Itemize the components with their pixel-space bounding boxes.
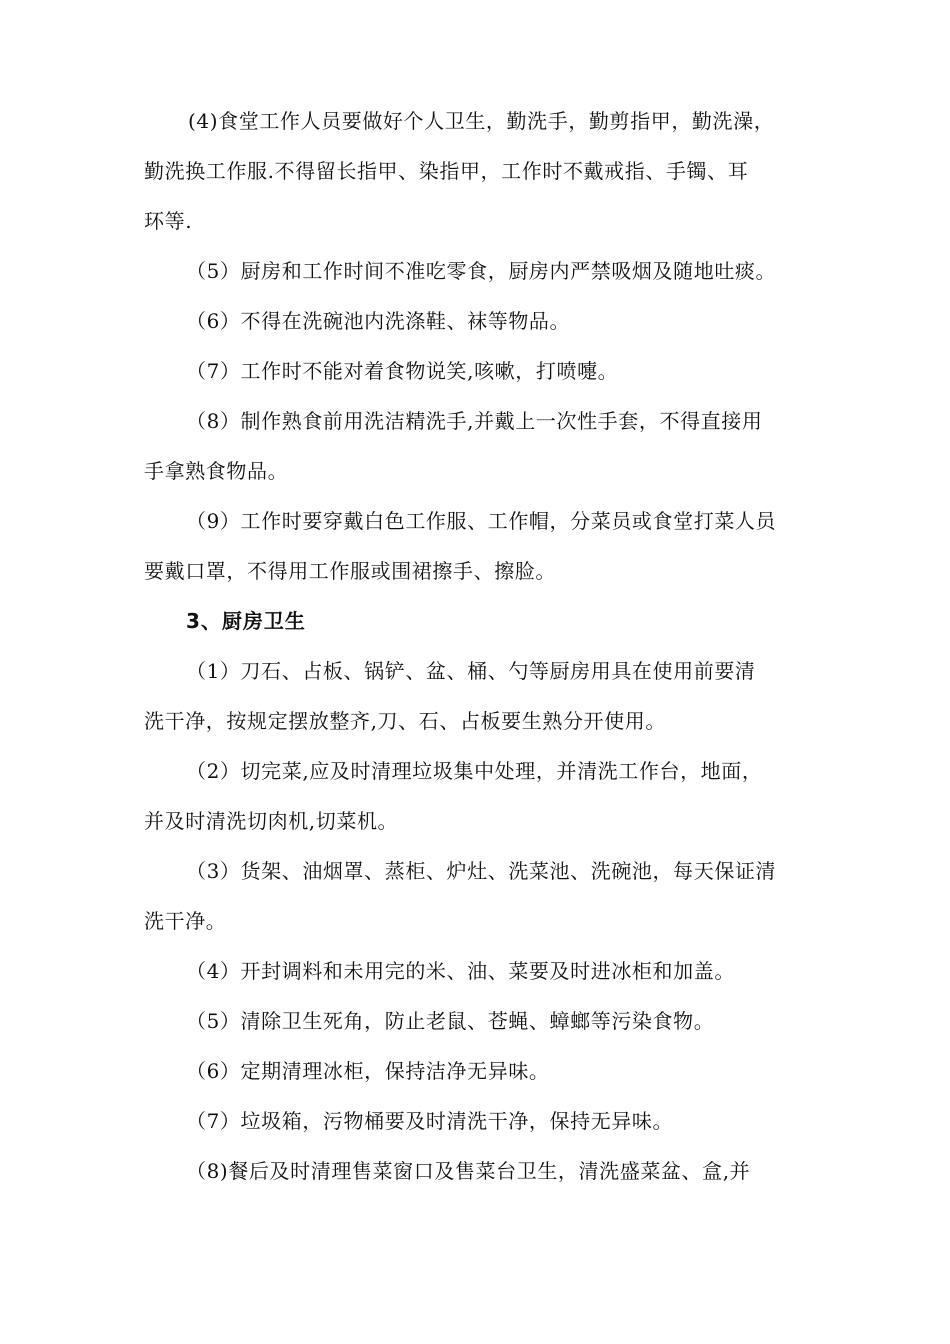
paragraph-line: （8)餐后及时清理售菜窗口及售菜台卫生，清洗盛菜盆、盒,并: [186, 1159, 751, 1183]
paragraph-line: 要戴口罩，不得用工作服或围裙擦手、擦脸。: [144, 559, 556, 583]
paragraph-line: （1）刀石、占板、锅铲、盆、桶、勺等厨房用具在使用前要清: [186, 659, 756, 683]
paragraph-line: （9）工作时要穿戴白色工作服、工作帽，分菜员或食堂打菜人员: [186, 509, 777, 533]
paragraph-line: （4）开封调料和未用完的米、油、菜要及时进冰柜和加盖。: [186, 959, 735, 983]
paragraph-line: （7）垃圾箱，污物桶要及时清洗干净，保持无异味。: [186, 1109, 674, 1133]
paragraph-line: （7）工作时不能对着食物说笑,咳嗽，打喷嚏。: [186, 359, 619, 383]
paragraph-line: （6）不得在洗碗池内洗涤鞋、袜等物品。: [186, 309, 571, 333]
paragraph-line: （5）厨房和工作时间不准吃零食，厨房内严禁吸烟及随地吐痰。: [186, 259, 777, 283]
paragraph-line: （5）清除卫生死角，防止老鼠、苍蝇、蟑螂等污染食物。: [186, 1009, 715, 1033]
paragraph-line: 并及时清洗切肉机,切菜机。: [144, 809, 399, 833]
paragraph-line: 洗干净，按规定摆放整齐,刀、石、占板要生熟分开使用。: [144, 709, 666, 733]
section-heading: 3、厨房卫生: [186, 609, 306, 633]
paragraph-line: （2）切完菜,应及时清理垃圾集中处理，并清洗工作台，地面，: [186, 759, 763, 783]
paragraph-line: 手拿熟食物品。: [144, 459, 289, 483]
paragraph-line: 洗干净。: [144, 909, 227, 933]
paragraph-line: （3）货架、油烟罩、蒸柜、炉灶、洗菜池、洗碗池，每天保证清: [186, 859, 777, 883]
paragraph-line: 环等.: [144, 209, 193, 233]
paragraph-line: （6）定期清理冰柜，保持洁净无异味。: [186, 1059, 550, 1083]
paragraph-line: (4)食堂工作人员要做好个人卫生，勤洗手，勤剪指甲，勤洗澡，: [188, 109, 775, 133]
paragraph-line: （8）制作熟食前用洗洁精洗手,并戴上一次性手套，不得直接用: [186, 409, 763, 433]
paragraph-line: 勤洗换工作服.不得留长指甲、染指甲，工作时不戴戒指、手镯、耳: [144, 159, 749, 183]
